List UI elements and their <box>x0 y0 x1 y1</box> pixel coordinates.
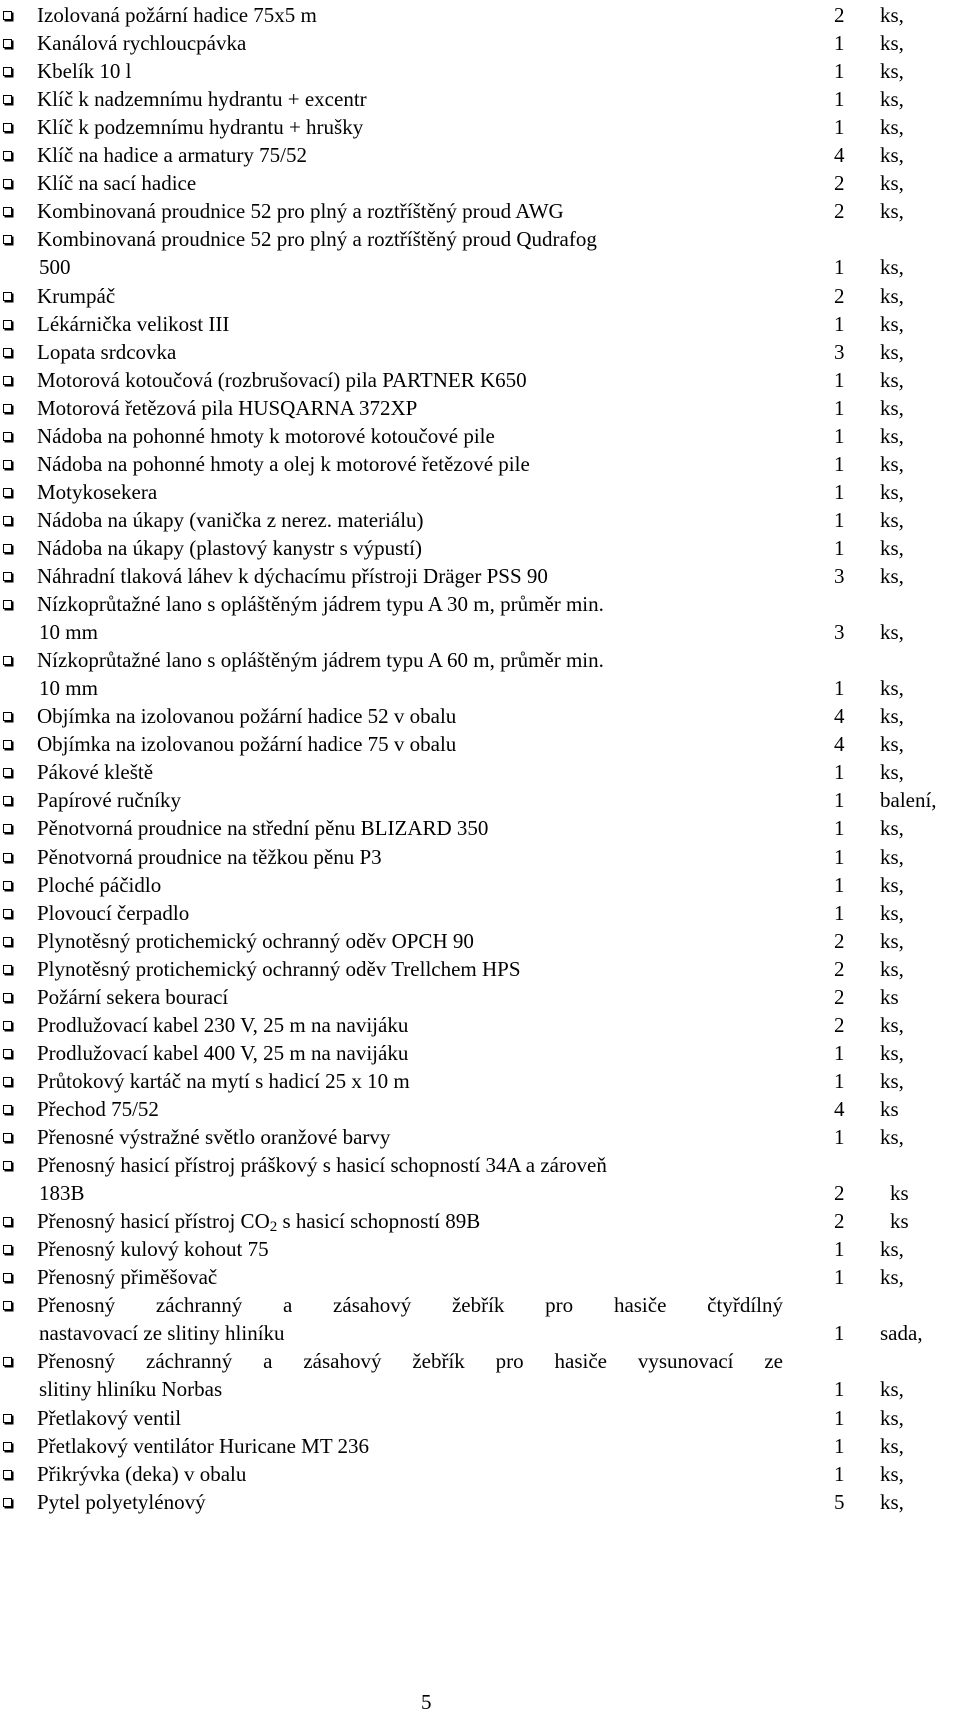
item-name: Krumpáč <box>37 283 116 308</box>
item-name: Pákové kleště <box>37 760 154 785</box>
item-quantity: 2 <box>834 3 845 27</box>
item-quantity: 1 <box>834 255 845 280</box>
item-quantity: 1 <box>834 395 845 420</box>
item-name: Pěnotvorná proudnice na střední pěnu BLIZARD 350 <box>37 816 489 841</box>
checkbox-bullet-icon <box>3 151 12 160</box>
item-quantity: 1 <box>834 115 845 140</box>
item-unit: ks <box>890 1209 909 1234</box>
item-quantity: 1 <box>834 900 845 925</box>
item-name: Prodlužovací kabel 400 V, 25 m na navijáku <box>37 1040 409 1065</box>
checkbox-bullet-icon <box>3 656 12 665</box>
item-unit: ks, <box>880 676 904 701</box>
checkbox-bullet-icon <box>3 1161 12 1170</box>
checkbox-bullet-icon <box>3 207 12 216</box>
item-quantity: 1 <box>834 87 845 112</box>
item-unit: ks, <box>880 507 904 532</box>
checkbox-bullet-icon <box>3 796 12 805</box>
item-quantity: 1 <box>834 1068 845 1093</box>
item-name: Přenosné výstražné světlo oranžové barvy <box>37 1125 391 1149</box>
item-name-continued: 10 mm <box>39 620 98 645</box>
checkbox-bullet-icon <box>3 179 12 188</box>
checkbox-bullet-icon <box>3 768 12 777</box>
item-name: Nádoba na pohonné hmoty a olej k motorové řetězové pile <box>37 451 530 476</box>
item-name: Přenosný kulový kohout 75 <box>37 1237 269 1262</box>
item-unit: ks, <box>880 760 904 785</box>
item-name: Přikrývka (deka) v obalu <box>37 1461 247 1486</box>
item-unit: ks, <box>880 115 904 140</box>
item-quantity: 1 <box>834 1237 845 1262</box>
item-unit: ks, <box>880 732 904 757</box>
checkbox-bullet-icon <box>3 404 12 413</box>
item-quantity: 1 <box>834 479 845 504</box>
item-unit: ks <box>880 1096 899 1121</box>
item-quantity: 4 <box>834 732 845 757</box>
item-quantity: 1 <box>834 1321 845 1346</box>
checkbox-bullet-icon <box>3 740 12 749</box>
item-unit: ks, <box>880 1068 904 1093</box>
item-unit: ks, <box>880 423 904 448</box>
item-name: Nádoba na pohonné hmoty k motorové kotoučové pile <box>37 423 495 448</box>
checkbox-bullet-icon <box>3 824 12 833</box>
item-quantity: 2 <box>834 928 845 953</box>
item-quantity: 2 <box>834 199 845 224</box>
item-name: Izolovaná požární hadice 75x5 m <box>37 3 317 27</box>
item-unit: ks, <box>880 956 904 981</box>
item-name: Průtokový kartáč na mytí s hadicí 25 x 10 m <box>37 1068 410 1093</box>
checkbox-bullet-icon <box>3 516 12 525</box>
item-name: Kanálová rychloucpávka <box>37 31 247 56</box>
item-name: Objímka na izolovanou požární hadice 75 v obalu <box>37 732 457 757</box>
item-quantity: 1 <box>834 1433 845 1458</box>
checkbox-bullet-icon <box>3 853 12 862</box>
item-quantity: 2 <box>834 1181 845 1206</box>
item-name: Nádoba na úkapy (plastový kanystr s výpustí) <box>37 535 422 560</box>
checkbox-bullet-icon <box>3 600 12 609</box>
checkbox-bullet-icon <box>3 123 12 132</box>
item-unit: ks, <box>880 59 904 84</box>
checkbox-bullet-icon <box>3 488 12 497</box>
item-quantity: 3 <box>834 339 845 364</box>
item-quantity: 1 <box>834 1405 845 1430</box>
item-unit: ks, <box>880 451 904 476</box>
item-name: Nízkoprůtažné lano s opláštěným jádrem typu A 60 m, průměr min. <box>37 648 604 673</box>
item-quantity: 1 <box>834 59 845 84</box>
item-quantity: 1 <box>834 535 845 560</box>
checkbox-bullet-icon <box>3 320 12 329</box>
item-quantity: 1 <box>834 676 845 701</box>
item-unit: ks, <box>880 1265 904 1290</box>
item-unit: ks <box>890 1181 909 1206</box>
item-unit: ks, <box>880 367 904 392</box>
item-name: Přenosný přiměšovač <box>37 1265 218 1290</box>
item-name-continued: nastavovací ze slitiny hliníku <box>39 1321 285 1346</box>
item-unit: ks, <box>880 620 904 645</box>
item-unit: ks, <box>880 143 904 168</box>
item-name: Přenosný hasicí přístroj $CO_2$ s hasicí schopností 89B <box>37 1209 481 1236</box>
item-name: Klíč k nadzemnímu hydrantu + excentr <box>37 87 367 112</box>
item-unit: ks, <box>880 31 904 56</box>
item-name: Kombinovaná proudnice 52 pro plný a roztříštěný proud AWG <box>37 199 564 224</box>
checkbox-bullet-icon <box>3 1442 12 1451</box>
item-quantity: 1 <box>834 31 845 56</box>
item-unit: ks, <box>880 1377 904 1402</box>
checkbox-bullet-icon <box>3 712 12 721</box>
item-name: Ploché páčidlo <box>37 872 162 897</box>
checkbox-bullet-icon <box>3 572 12 581</box>
item-quantity: 1 <box>834 816 845 841</box>
item-unit: ks, <box>880 1489 904 1514</box>
subscript: 2 <box>269 1219 278 1236</box>
item-unit: ks, <box>880 1461 904 1486</box>
item-unit: ks, <box>880 1125 904 1149</box>
checkbox-bullet-icon <box>3 993 12 1002</box>
checkbox-bullet-icon <box>3 965 12 974</box>
item-name: Přenosný záchranný a zásahový žebřík pro hasiče vysunovací ze <box>37 1349 783 1374</box>
item-unit: sada, <box>880 1321 923 1346</box>
checkbox-bullet-icon <box>3 1245 12 1254</box>
item-unit: balení, <box>880 788 937 813</box>
checkbox-bullet-icon <box>3 95 12 104</box>
page-number: 5 <box>421 1690 432 1714</box>
item-name: Motykosekera <box>37 479 158 504</box>
item-name: Přenosný hasicí přístroj práškový s hasicí schopností 34A a zároveň <box>37 1153 607 1178</box>
item-unit: ks, <box>880 564 904 588</box>
item-name: Lékárnička velikost III <box>37 311 230 336</box>
item-unit: ks <box>880 984 899 1009</box>
checkbox-bullet-icon <box>3 1105 12 1114</box>
item-name: Klíč na hadice a armatury 75/52 <box>37 143 307 168</box>
item-name: Nádoba na úkapy (vanička z nerez. materiálu) <box>37 507 424 532</box>
item-quantity: 1 <box>834 1040 845 1065</box>
checkbox-bullet-icon <box>3 1077 12 1086</box>
item-unit: ks, <box>880 900 904 925</box>
item-name: Klíč k podzemnímu hydrantu + hrušky <box>37 115 364 140</box>
item-name-continued: 500 <box>39 255 71 280</box>
item-name: Přetlakový ventilátor Huricane MT 236 <box>37 1433 370 1458</box>
item-unit: ks, <box>880 311 904 336</box>
item-unit: ks, <box>880 395 904 420</box>
item-quantity: 1 <box>834 311 845 336</box>
checkbox-bullet-icon <box>3 544 12 553</box>
item-name: Nízkoprůtažné lano s opláštěným jádrem typu A 30 m, průměr min. <box>37 592 604 617</box>
item-name-continued: 183B <box>39 1181 85 1206</box>
item-quantity: 1 <box>834 760 845 785</box>
item-quantity: 1 <box>834 507 845 532</box>
item-quantity: 2 <box>834 984 845 1009</box>
item-quantity: 4 <box>834 1096 845 1121</box>
item-name: Motorová kotoučová (rozbrušovací) pila PARTNER K650 <box>37 367 527 392</box>
item-quantity: 1 <box>834 1377 845 1402</box>
item-unit: ks, <box>880 479 904 504</box>
checkbox-bullet-icon <box>3 1357 12 1366</box>
item-unit: ks, <box>880 199 904 224</box>
item-name: Náhradní tlaková láhev k dýchacímu přístroji Dräger PSS 90 <box>37 564 548 588</box>
item-quantity: 1 <box>834 367 845 392</box>
item-name-continued: 10 mm <box>39 676 98 701</box>
item-quantity: 2 <box>834 1012 845 1037</box>
item-name: Požární sekera bourací <box>37 984 229 1009</box>
item-name: Plynotěsný protichemický ochranný oděv Trellchem HPS <box>37 956 521 981</box>
item-quantity: 4 <box>834 704 845 729</box>
item-quantity: 1 <box>834 872 845 897</box>
checkbox-bullet-icon <box>3 1498 12 1507</box>
checkbox-bullet-icon <box>3 881 12 890</box>
item-unit: ks, <box>880 1040 904 1065</box>
item-quantity: 4 <box>834 143 845 168</box>
checkbox-bullet-icon <box>3 1301 12 1310</box>
checkbox-bullet-icon <box>3 432 12 441</box>
item-quantity: 3 <box>834 620 845 645</box>
checkbox-bullet-icon <box>3 1470 12 1479</box>
item-unit: ks, <box>880 928 904 953</box>
checkbox-bullet-icon <box>3 39 12 48</box>
item-name: Prodlužovací kabel 230 V, 25 m na navijáku <box>37 1012 409 1037</box>
checkbox-bullet-icon <box>3 1021 12 1030</box>
item-unit: ks, <box>880 704 904 729</box>
item-name: Papírové ručníky <box>37 788 182 813</box>
checkbox-bullet-icon <box>3 348 12 357</box>
item-name: Plynotěsný protichemický ochranný oděv OPCH 90 <box>37 928 474 953</box>
checkbox-bullet-icon <box>3 937 12 946</box>
checkbox-bullet-icon <box>3 1414 12 1423</box>
item-quantity: 2 <box>834 1209 845 1234</box>
checkbox-bullet-icon <box>3 1273 12 1282</box>
item-name: Pěnotvorná proudnice na těžkou pěnu P3 <box>37 844 382 869</box>
item-unit: ks, <box>880 872 904 897</box>
checkbox-bullet-icon <box>3 235 12 244</box>
item-name: Plovoucí čerpadlo <box>37 900 190 925</box>
checkbox-bullet-icon <box>3 909 12 918</box>
checkbox-bullet-icon <box>3 376 12 385</box>
item-quantity: 1 <box>834 1125 845 1149</box>
item-quantity: 2 <box>834 956 845 981</box>
item-unit: ks, <box>880 1433 904 1458</box>
item-name: Kombinovaná proudnice 52 pro plný a roztříštěný proud Qudrafog <box>37 227 597 252</box>
checkbox-bullet-icon <box>3 1217 12 1226</box>
item-unit: ks, <box>880 339 904 364</box>
item-name: Přechod 75/52 <box>37 1096 159 1121</box>
item-quantity: 3 <box>834 564 845 588</box>
checkbox-bullet-icon <box>3 67 12 76</box>
item-unit: ks, <box>880 3 904 27</box>
item-quantity: 1 <box>834 451 845 476</box>
item-unit: ks, <box>880 535 904 560</box>
item-name: Přenosný záchranný a zásahový žebřík pro hasiče čtyřdílný <box>37 1293 783 1318</box>
item-name: Motorová řetězová pila HUSQARNA 372XP <box>37 395 418 420</box>
item-quantity: 1 <box>834 1461 845 1486</box>
item-unit: ks, <box>880 87 904 112</box>
item-unit: ks, <box>880 283 904 308</box>
item-name: Objímka na izolovanou požární hadice 52 v obalu <box>37 704 457 729</box>
item-unit: ks, <box>880 816 904 841</box>
item-name: Přetlakový ventil <box>37 1405 182 1430</box>
item-unit: ks, <box>880 1405 904 1430</box>
item-name: Pytel polyetylénový <box>37 1489 206 1514</box>
item-name: Klíč na sací hadice <box>37 171 197 196</box>
item-name-continued: slitiny hliníku Norbas <box>39 1377 223 1402</box>
item-quantity: 1 <box>834 1265 845 1290</box>
item-quantity: 5 <box>834 1489 845 1514</box>
checkbox-bullet-icon <box>3 1133 12 1142</box>
item-unit: ks, <box>880 844 904 869</box>
item-quantity: 2 <box>834 283 845 308</box>
checkbox-bullet-icon <box>3 1049 12 1058</box>
checkbox-bullet-icon <box>3 292 12 301</box>
item-unit: ks, <box>880 171 904 196</box>
item-quantity: 2 <box>834 171 845 196</box>
item-name: Kbelík 10 l <box>37 59 132 84</box>
item-unit: ks, <box>880 1237 904 1262</box>
item-unit: ks, <box>880 255 904 280</box>
checkbox-bullet-icon <box>3 460 12 469</box>
checkbox-bullet-icon <box>3 11 12 20</box>
item-name: Lopata srdcovka <box>37 339 177 364</box>
item-unit: ks, <box>880 1012 904 1037</box>
item-quantity: 1 <box>834 788 845 813</box>
item-quantity: 1 <box>834 844 845 869</box>
item-quantity: 1 <box>834 423 845 448</box>
